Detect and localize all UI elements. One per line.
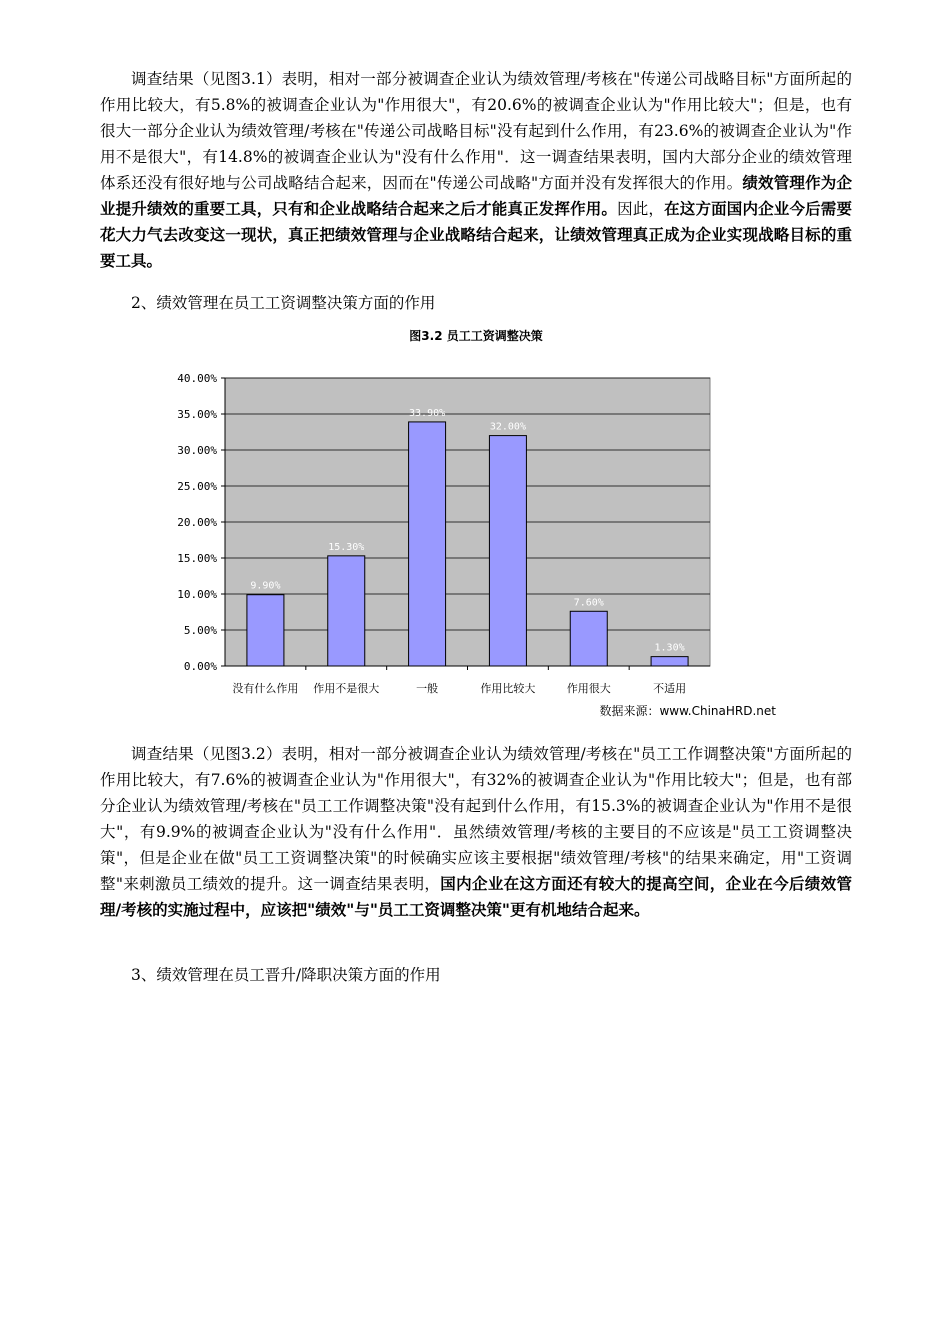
paragraph-bold-text: 国内企业在这方面还有较大的提高空间，企业在今后绩效管理/考核的实施过程中，应该把"绩效"与"员工工资调整决策"更有机地结合起来。	[100, 874, 852, 919]
paragraph-text: 调查结果（见图3.2）表明，相对一部分被调查企业认为绩效管理/考核在"员工工作调整决策"方面所起的作用比较大，有7.6%的被调查企业认为"作用很大"，有32%的被调查企业认为"作用比较大"；但是，也有部分企业认为绩效管理/考核在"员工工作调整决策"没有起到什么作用，有15.3%的被调查企业认为"作用不是很大"，有9.9%的被调查企业认为"没有什么作用"．虽然绩效管理/考核的主要目的不应该是"员工工资调整决策"，但是企业在做"员工工资调整决策"的时候确实应该主要根据"绩效管理/考核"的结果来确定，用"工资调整"来刺激员工绩效的提升。这一调查结果表明，	[100, 745, 852, 893]
section-heading-2: 2、绩效管理在员工工资调整决策方面的作用	[131, 294, 436, 312]
y-tick-label: 0.00%	[183, 660, 217, 673]
x-category-label: 一般	[416, 682, 439, 695]
chart-source-note: 数据来源：www.ChinaHRD.net	[599, 704, 776, 718]
x-category-label: 作用比较大	[480, 682, 536, 695]
y-tick-label: 15.00%	[177, 552, 217, 565]
x-category-label: 没有什么作用	[232, 682, 299, 695]
x-category-label: 不适用	[653, 682, 687, 695]
bar	[570, 611, 607, 666]
paragraph-survey-result-3-1	[100, 66, 852, 274]
data-label: 33.90%	[409, 407, 446, 419]
y-tick-label: 5.00%	[183, 624, 217, 637]
bar	[409, 422, 446, 666]
y-tick-label: 10.00%	[177, 588, 217, 601]
data-label: 9.90%	[250, 580, 281, 592]
y-tick-label: 35.00%	[177, 408, 217, 421]
data-label: 1.30%	[654, 642, 685, 654]
data-label: 15.30%	[328, 541, 365, 553]
bar	[247, 595, 284, 666]
paragraph-text: 因此，	[617, 200, 665, 218]
data-label: 32.00%	[489, 421, 526, 433]
paragraph-bold-text: 绩效管理作为企业提升绩效的重要工具，只有和企业战略结合起来之后才能真正发挥作用。	[100, 173, 852, 218]
x-category-label: 作用很大	[566, 682, 611, 695]
section-heading-3: 3、绩效管理在员工晋升/降职决策方面的作用	[131, 966, 441, 984]
x-category-label: 作用不是很大	[313, 682, 380, 695]
bar	[489, 436, 526, 666]
bar-chart	[150, 362, 790, 732]
y-tick-label: 20.00%	[177, 516, 217, 529]
y-tick-label: 25.00%	[177, 480, 217, 493]
data-label: 7.60%	[573, 597, 604, 609]
bar	[651, 657, 688, 666]
paragraph-bold-text: 在这方面国内企业今后需要花大力气去改变这一现状，真正把绩效管理与企业战略结合起来，让绩效管理真正成为企业实现战略目标的重要工具。	[100, 199, 852, 270]
y-tick-label: 40.00%	[177, 372, 217, 385]
bar	[328, 556, 365, 666]
chart-title: 图3.2 员工工资调整决策	[409, 329, 543, 343]
y-tick-label: 30.00%	[177, 444, 217, 457]
paragraph-survey-result-3-2	[100, 741, 852, 923]
paragraph-text: 调查结果（见图3.1）表明，相对一部分被调查企业认为绩效管理/考核在"传递公司战略目标"方面所起的作用比较大，有5.8%的被调查企业认为"作用很大"，有20.6%的被调查企业认为"作用比较大"；但是，也有很大一部分企业认为绩效管理/考核在"传递公司战略目标"没有起到什么作用，有23.6%的被调查企业认为"作用不是很大"，有14.8%的被调查企业认为"没有什么作用"．这一调查结果表明，国内大部分企业的绩效管理体系还没有很好地与公司战略结合起来，因而在"传递公司战略"方面并没有发挥很大的作用。	[100, 70, 852, 192]
